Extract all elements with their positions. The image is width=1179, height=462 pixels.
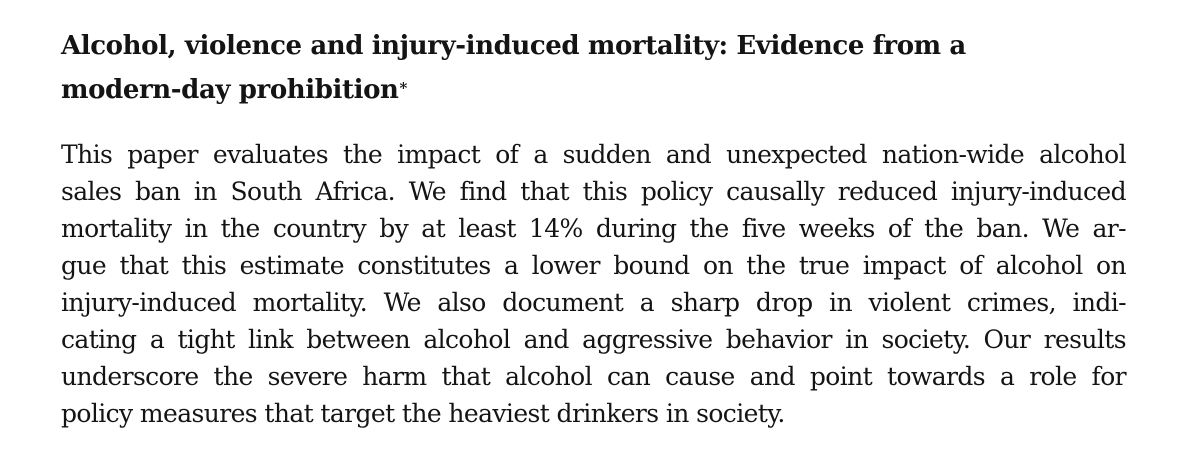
paper-title-line-text: modern-day prohibition [61, 75, 399, 105]
abstract-line: sales ban in South Africa. We find that this policy causally reduced injury-induced [61, 177, 1126, 206]
paper-title-line [61, 68, 1126, 112]
abstract-line: gue that this estimate constitutes a lower bound on the true impact of alcohol on [61, 251, 1126, 280]
abstract-line: policy measures that target the heaviest drinkers in society. [61, 399, 785, 428]
abstract [61, 136, 1126, 432]
abstract-line: This paper evaluates the impact of a sudden and unexpected nation-wide alcohol [61, 140, 1126, 169]
paper-page [61, 24, 1126, 432]
abstract-line: mortality in the country by at least 14% during the five weeks of the ban. We ar- [61, 214, 1126, 243]
abstract-line: underscore the severe harm that alcohol can cause and point towards a role for [61, 362, 1126, 391]
paper-title-line: Alcohol, violence and injury-induced mortality: Evidence from a [61, 31, 966, 61]
title-footnote-mark: * [399, 79, 407, 97]
paper-title [61, 24, 1126, 112]
abstract-line: injury-induced mortality. We also document a sharp drop in violent crimes, indi- [61, 288, 1126, 317]
abstract-line: cating a tight link between alcohol and aggressive behavior in society. Our results [61, 325, 1126, 354]
